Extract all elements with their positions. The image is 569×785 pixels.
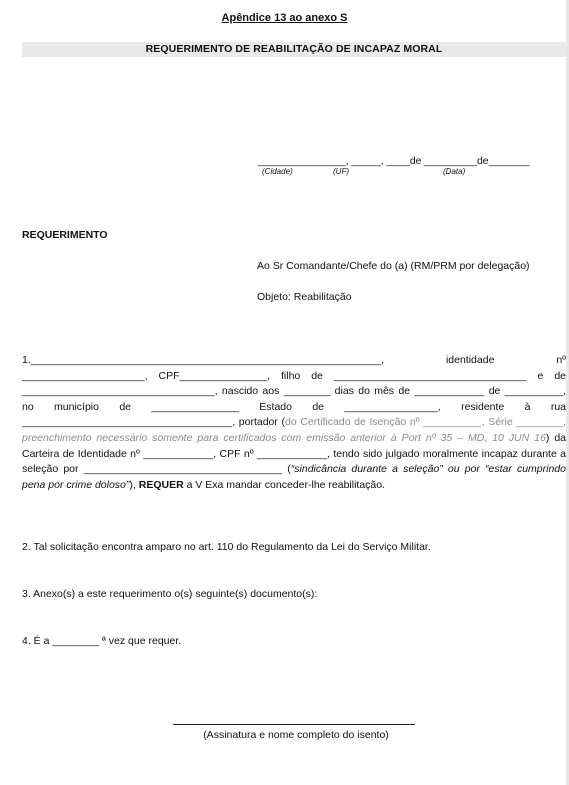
paragraph-part-6: ), xyxy=(129,478,139,491)
item-4: 4. É a ________ ª vez que requer. xyxy=(22,635,182,647)
request-paragraph xyxy=(22,353,566,493)
request-heading: REQUERIMENTO xyxy=(22,229,108,241)
certificate-instruction: preenchimento necessário somente para certificados com emissão anterior à Port nº 35 – MD, 10 JUN 16 xyxy=(22,431,546,444)
paragraph-part-8: a V Exa mandar conceder-lhe reabilitação. xyxy=(183,478,386,491)
subject-line: Objeto: Reabilitação xyxy=(257,291,352,303)
paragraph-part-1: 1.____________________________________________________________, identidade nº _____________________, CPF_______________, filho de _________________________________ e de _________________________________, nascido aos ________ dias do mês de ____________ de __________, no município de _______________ Estado de ________________, residente à rua ____________________________________, portador ( xyxy=(22,354,566,429)
city-label: (Cidade) xyxy=(262,167,293,176)
requer-word: REQUER xyxy=(138,478,184,491)
item-2: 2. Tal solicitação encontra amparo no art. 110 do Regulamento da Lei do Serviço Militar. xyxy=(22,541,431,553)
reason-options: “sindicância durante a seleção” ou por “estar cumprindo pena por crime doloso” xyxy=(22,463,566,491)
signature-line xyxy=(173,724,415,725)
uf-label: (UF) xyxy=(333,167,349,176)
appendix-title: Apêndice 13 ao anexo S xyxy=(221,12,348,24)
document-title: REQUERIMENTO DE REABILITAÇÃO DE INCAPAZ MORAL xyxy=(145,43,443,55)
date-fill-line: _______________, _____, ____de _________de_______ xyxy=(258,155,530,167)
signature-label: (Assinatura e nome completo do isento) xyxy=(203,729,389,741)
document-title-bar xyxy=(22,42,566,57)
addressee: Ao Sr Comandante/Chefe do (a) (RM/PRM por delegação) xyxy=(257,260,530,272)
date-label: (Data) xyxy=(443,167,466,176)
certificate-note: do Certificado de Isenção nº __________, Série ________, xyxy=(285,416,566,429)
paragraph-part-4: ) da Carteira de Identidade nº ____________, CPF nº ____________, tendo sido julgado moralmente incapaz durante a seleção por __________________________________ ( xyxy=(22,431,566,476)
item-3: 3. Anexo(s) a este requerimento o(s) seguinte(s) documento(s): xyxy=(22,588,318,600)
